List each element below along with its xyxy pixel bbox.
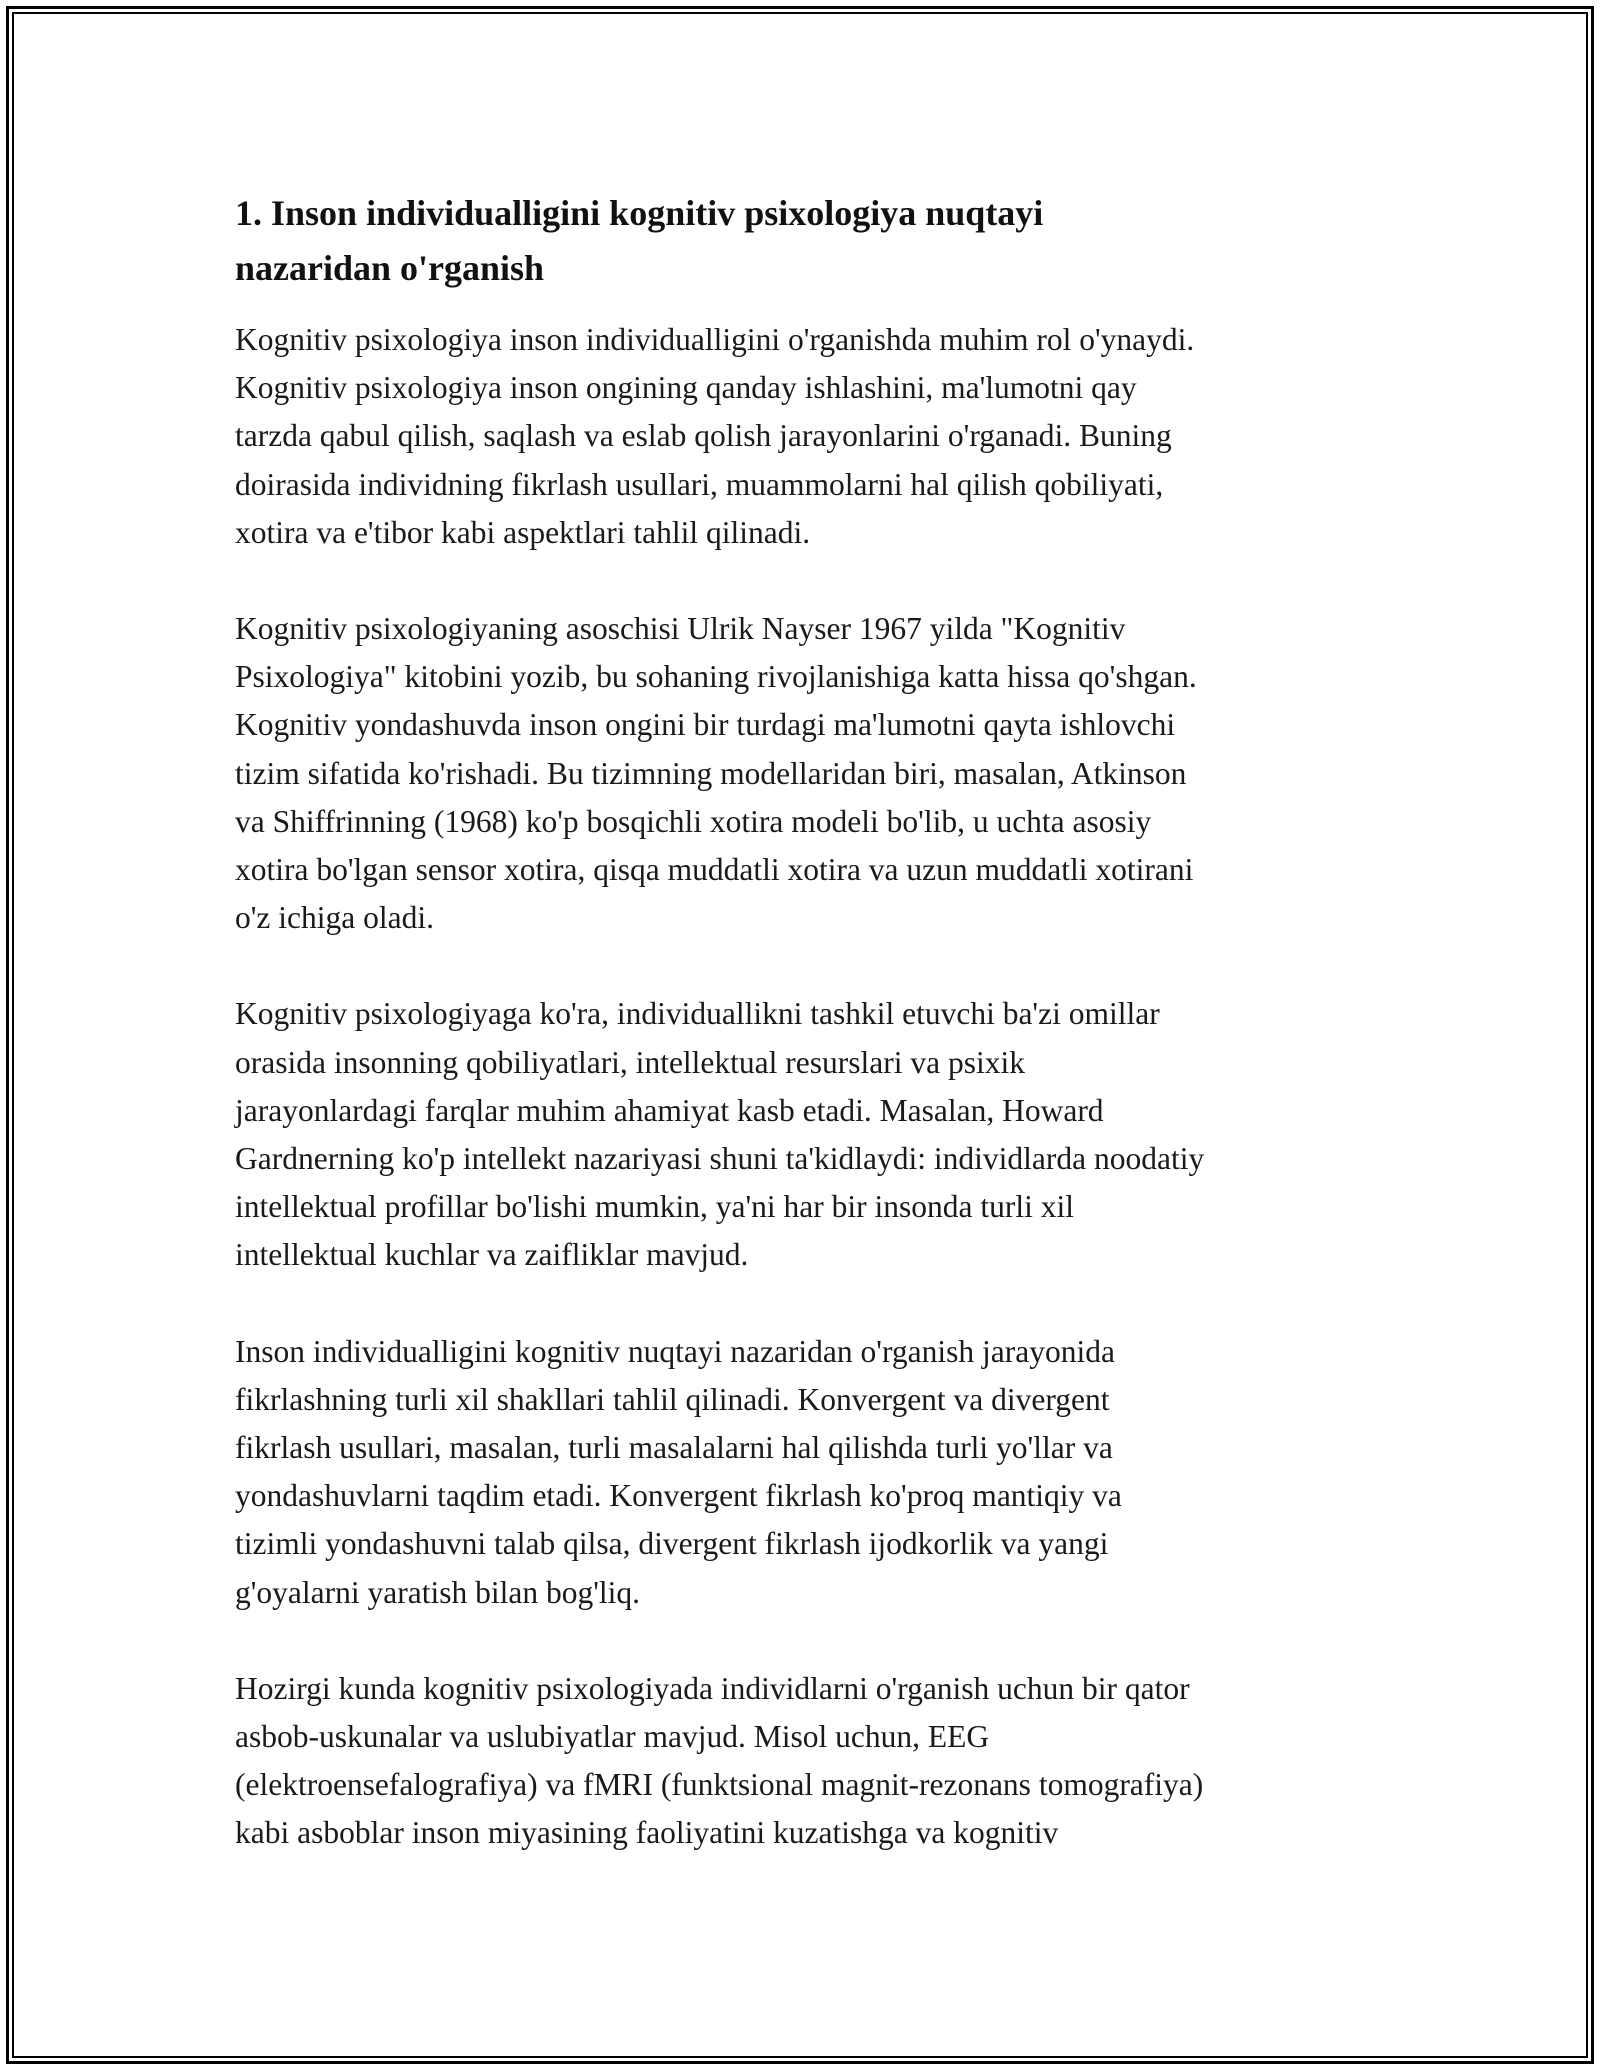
text-line: Kognitiv psixologiya inson ongining qanday ishlashini, ma'lumotni qay: [235, 370, 1137, 406]
paragraph-3: [235, 990, 1365, 1279]
text-line: Kognitiv psixologiya inson individualligini o'rganishda muhim rol o'ynaydi.: [235, 322, 1195, 357]
paragraph-2: [235, 605, 1365, 942]
text-line: fikrlashning turli xil shakllari tahlil qilinadi. Konvergent va divergent: [235, 1381, 1110, 1417]
text-line: asbob-uskunalar va uslubiyatlar mavjud. Misol uchun, EEG: [235, 1719, 990, 1755]
text-line: kabi asboblar inson miyasining faoliyatini kuzatishga va kognitiv: [235, 1815, 1059, 1851]
text-line: jarayonlardagi farqlar muhim ahamiyat kasb etadi. Masalan, Howard: [235, 1092, 1104, 1128]
text-line: tarzda qabul qilish, saqlash va eslab qolish jarayonlarini o'rganadi. Buning: [235, 418, 1172, 454]
paragraph-4: [235, 1328, 1365, 1617]
text-line: Kognitiv psixologiyaning asoschisi Ulrik Nayser 1967 yilda "Kognitiv: [235, 611, 1126, 647]
text-line: Kognitiv yondashuvda inson ongini bir turdagi ma'lumotni qayta ishlovchi: [235, 707, 1176, 743]
text-line: o'z ichiga oladi.: [235, 900, 434, 936]
text-line: intellektual profillar bo'lishi mumkin, ya'ni har bir insonda turli xil: [235, 1189, 1074, 1225]
text-line: tizim sifatida ko'rishadi. Bu tizimning modellaridan biri, masalan, Atkinson: [235, 755, 1187, 791]
text-line: doirasida individning fikrlash usullari, muammolarni hal qilish qobiliyati,: [235, 466, 1164, 502]
text-line: (elektroensefalografiya) va fMRI (funktsional magnit-rezonans tomografiya): [235, 1767, 1204, 1803]
text-line: Gardnerning ko'p intellekt nazariyasi shuni ta'kidlaydi: individlarda noodatiy: [235, 1141, 1205, 1177]
text-line: xotira va e'tibor kabi aspektlari tahlil qilinadi.: [235, 514, 811, 550]
text-line: va Shiffrinning (1968) ko'p bosqichli xotira modeli bo'lib, u uchta asosiy: [235, 803, 1152, 839]
section-heading: [235, 186, 1365, 296]
text-line: xotira bo'lgan sensor xotira, qisqa muddatli xotira va uzun muddatli xotirani: [235, 852, 1194, 888]
text-line: Hozirgi kunda kognitiv psixologiyada individlarni o'rganish uchun bir qator: [235, 1670, 1190, 1706]
heading-line: 1. Inson individualligini kognitiv psixologiya nuqtayi: [235, 193, 1044, 233]
text-line: g'oyalarni yaratish bilan bog'liq.: [235, 1574, 641, 1610]
text-line: Inson individualligini kognitiv nuqtayi nazaridan o'rganish jarayonida: [235, 1333, 1115, 1369]
document-content: [235, 186, 1365, 1906]
text-line: Psixologiya" kitobini yozib, bu sohaning rivojlanishiga katta hissa qo'shgan.: [235, 659, 1197, 695]
paragraph-5: [235, 1665, 1365, 1858]
text-line: fikrlash usullari, masalan, turli masalalarni hal qilishda turli yo'llar va: [235, 1430, 1113, 1466]
paragraph-1: [235, 316, 1365, 557]
text-line: orasida insonning qobiliyatlari, intellektual resurslari va psixik: [235, 1044, 1025, 1080]
text-line: intellektual kuchlar va zaifliklar mavjud.: [235, 1237, 749, 1273]
heading-line: nazaridan o'rganish: [235, 248, 545, 288]
text-line: tizimli yondashuvni talab qilsa, divergent fikrlash ijodkorlik va yangi: [235, 1526, 1109, 1562]
text-line: Kognitiv psixologiyaga ko'ra, individuallikni tashkil etuvchi ba'zi omillar: [235, 996, 1160, 1032]
text-line: yondashuvlarni taqdim etadi. Konvergent fikrlash ko'proq mantiqiy va: [235, 1478, 1122, 1514]
